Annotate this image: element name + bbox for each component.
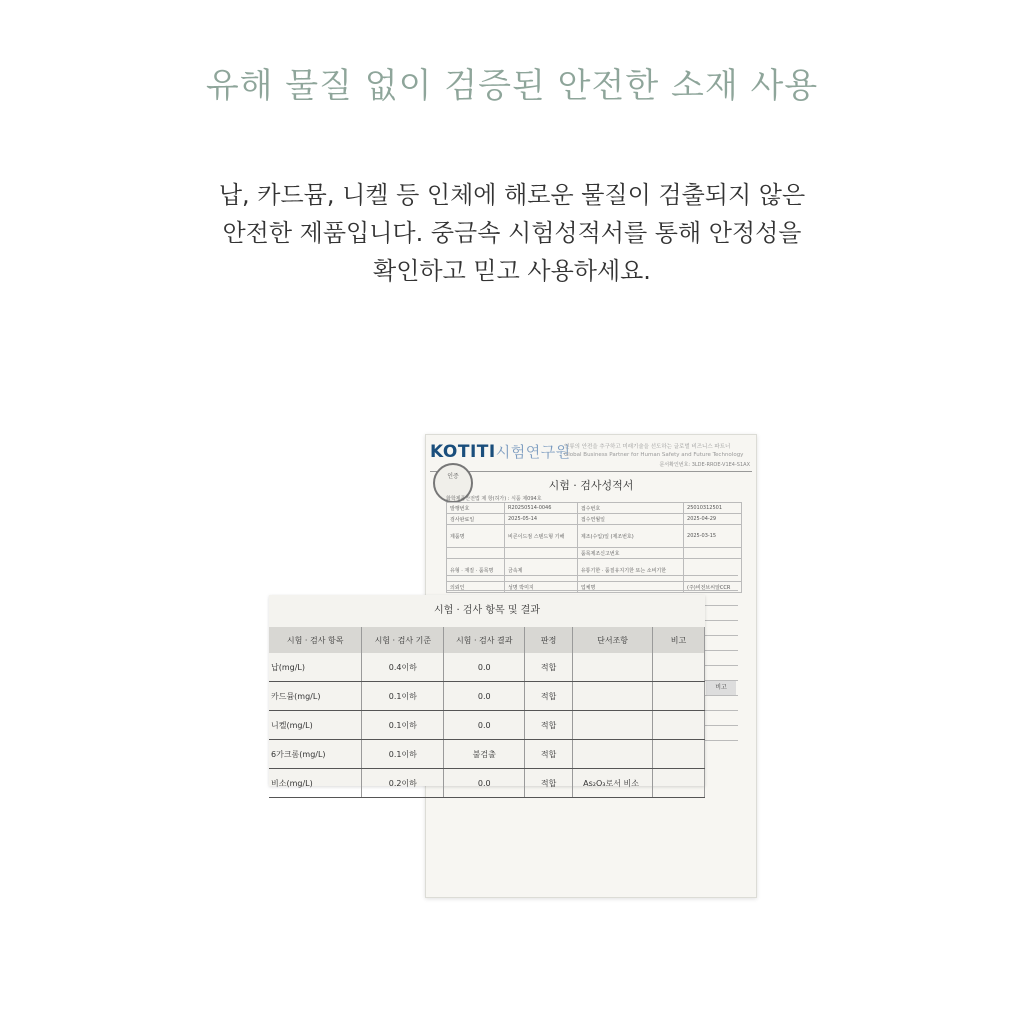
- document-number: 문서확인번호: 3LDE-RROE-V1E4-S1AX: [659, 462, 750, 468]
- certificate-info-table: 발행번호 R20250514-0046 접수번호 25010312501 검사완료일 2025-05-14 접수연월일 2025-04-29 제품명 비콘이드점 스텐드형 기해 제조(수입)일 (제조번호) 2025-03-15 품목제조신고번호 유형 · 재질 · 품목명 금속제 유통기한 · 품질유지기한 또는 소비기한 의뢰인 성명 박미지 업체명 (주)비전브씨알CCR: [446, 502, 742, 593]
- certification-seal-icon: 인증: [433, 463, 473, 503]
- test-results-table-card: [269, 595, 705, 786]
- column-header: 시험 · 검사 항목: [269, 627, 362, 653]
- description-text: [0, 176, 1024, 290]
- column-header: 판정: [525, 627, 573, 653]
- results-table: [269, 627, 705, 798]
- column-header: 비고: [653, 627, 705, 653]
- kotiti-logo: KOTITI시험연구원: [430, 442, 571, 462]
- table-row: 카드뮴(mg/L) 0.1이하 0.0 적합: [269, 682, 705, 711]
- description-line: 납, 카드뮴, 니켈 등 인체에 해로운 물질이 검출되지 않은: [218, 181, 806, 209]
- certificate-issue-line: 화학제품안전법 제 항(허가) : 식품 제094호: [446, 496, 542, 502]
- results-header-row: [269, 627, 705, 653]
- note-cell: 비고: [706, 681, 736, 695]
- table-row: 6가크롬(mg/L) 0.1이하 불검출 적합: [269, 740, 705, 769]
- column-header: 시험 · 검사 결과: [444, 627, 525, 653]
- results-title: 시험 · 검사 항목 및 결과: [433, 605, 540, 616]
- table-row: 니켈(mg/L) 0.1이하 0.0 적합: [269, 711, 705, 740]
- description-line: 안전한 제품입니다. 중금속 시험성적서를 통해 안정성을: [222, 219, 802, 247]
- column-header: 단서조항: [573, 627, 653, 653]
- description-line: 확인하고 믿고 사용하세요.: [373, 257, 651, 285]
- certificate-tagline: 인류의 안전을 추구하고 미래기술을 선도하는 글로벌 비즈니스 파트너 Global Business Partner for Human Safety and Future Technology: [564, 444, 744, 458]
- column-header: 시험 · 검사 기준: [362, 627, 444, 653]
- page-headline: 유해 물질 없이 검증된 안전한 소재 사용: [205, 66, 819, 106]
- certificate-title: 시험 · 검사성적서: [548, 479, 634, 492]
- table-row: 비소(mg/L) 0.2이하 0.0 적합 As₂O₃로서 비소: [269, 769, 705, 798]
- table-row: 납(mg/L) 0.4이하 0.0 적합: [269, 653, 705, 682]
- header-divider: [430, 471, 752, 472]
